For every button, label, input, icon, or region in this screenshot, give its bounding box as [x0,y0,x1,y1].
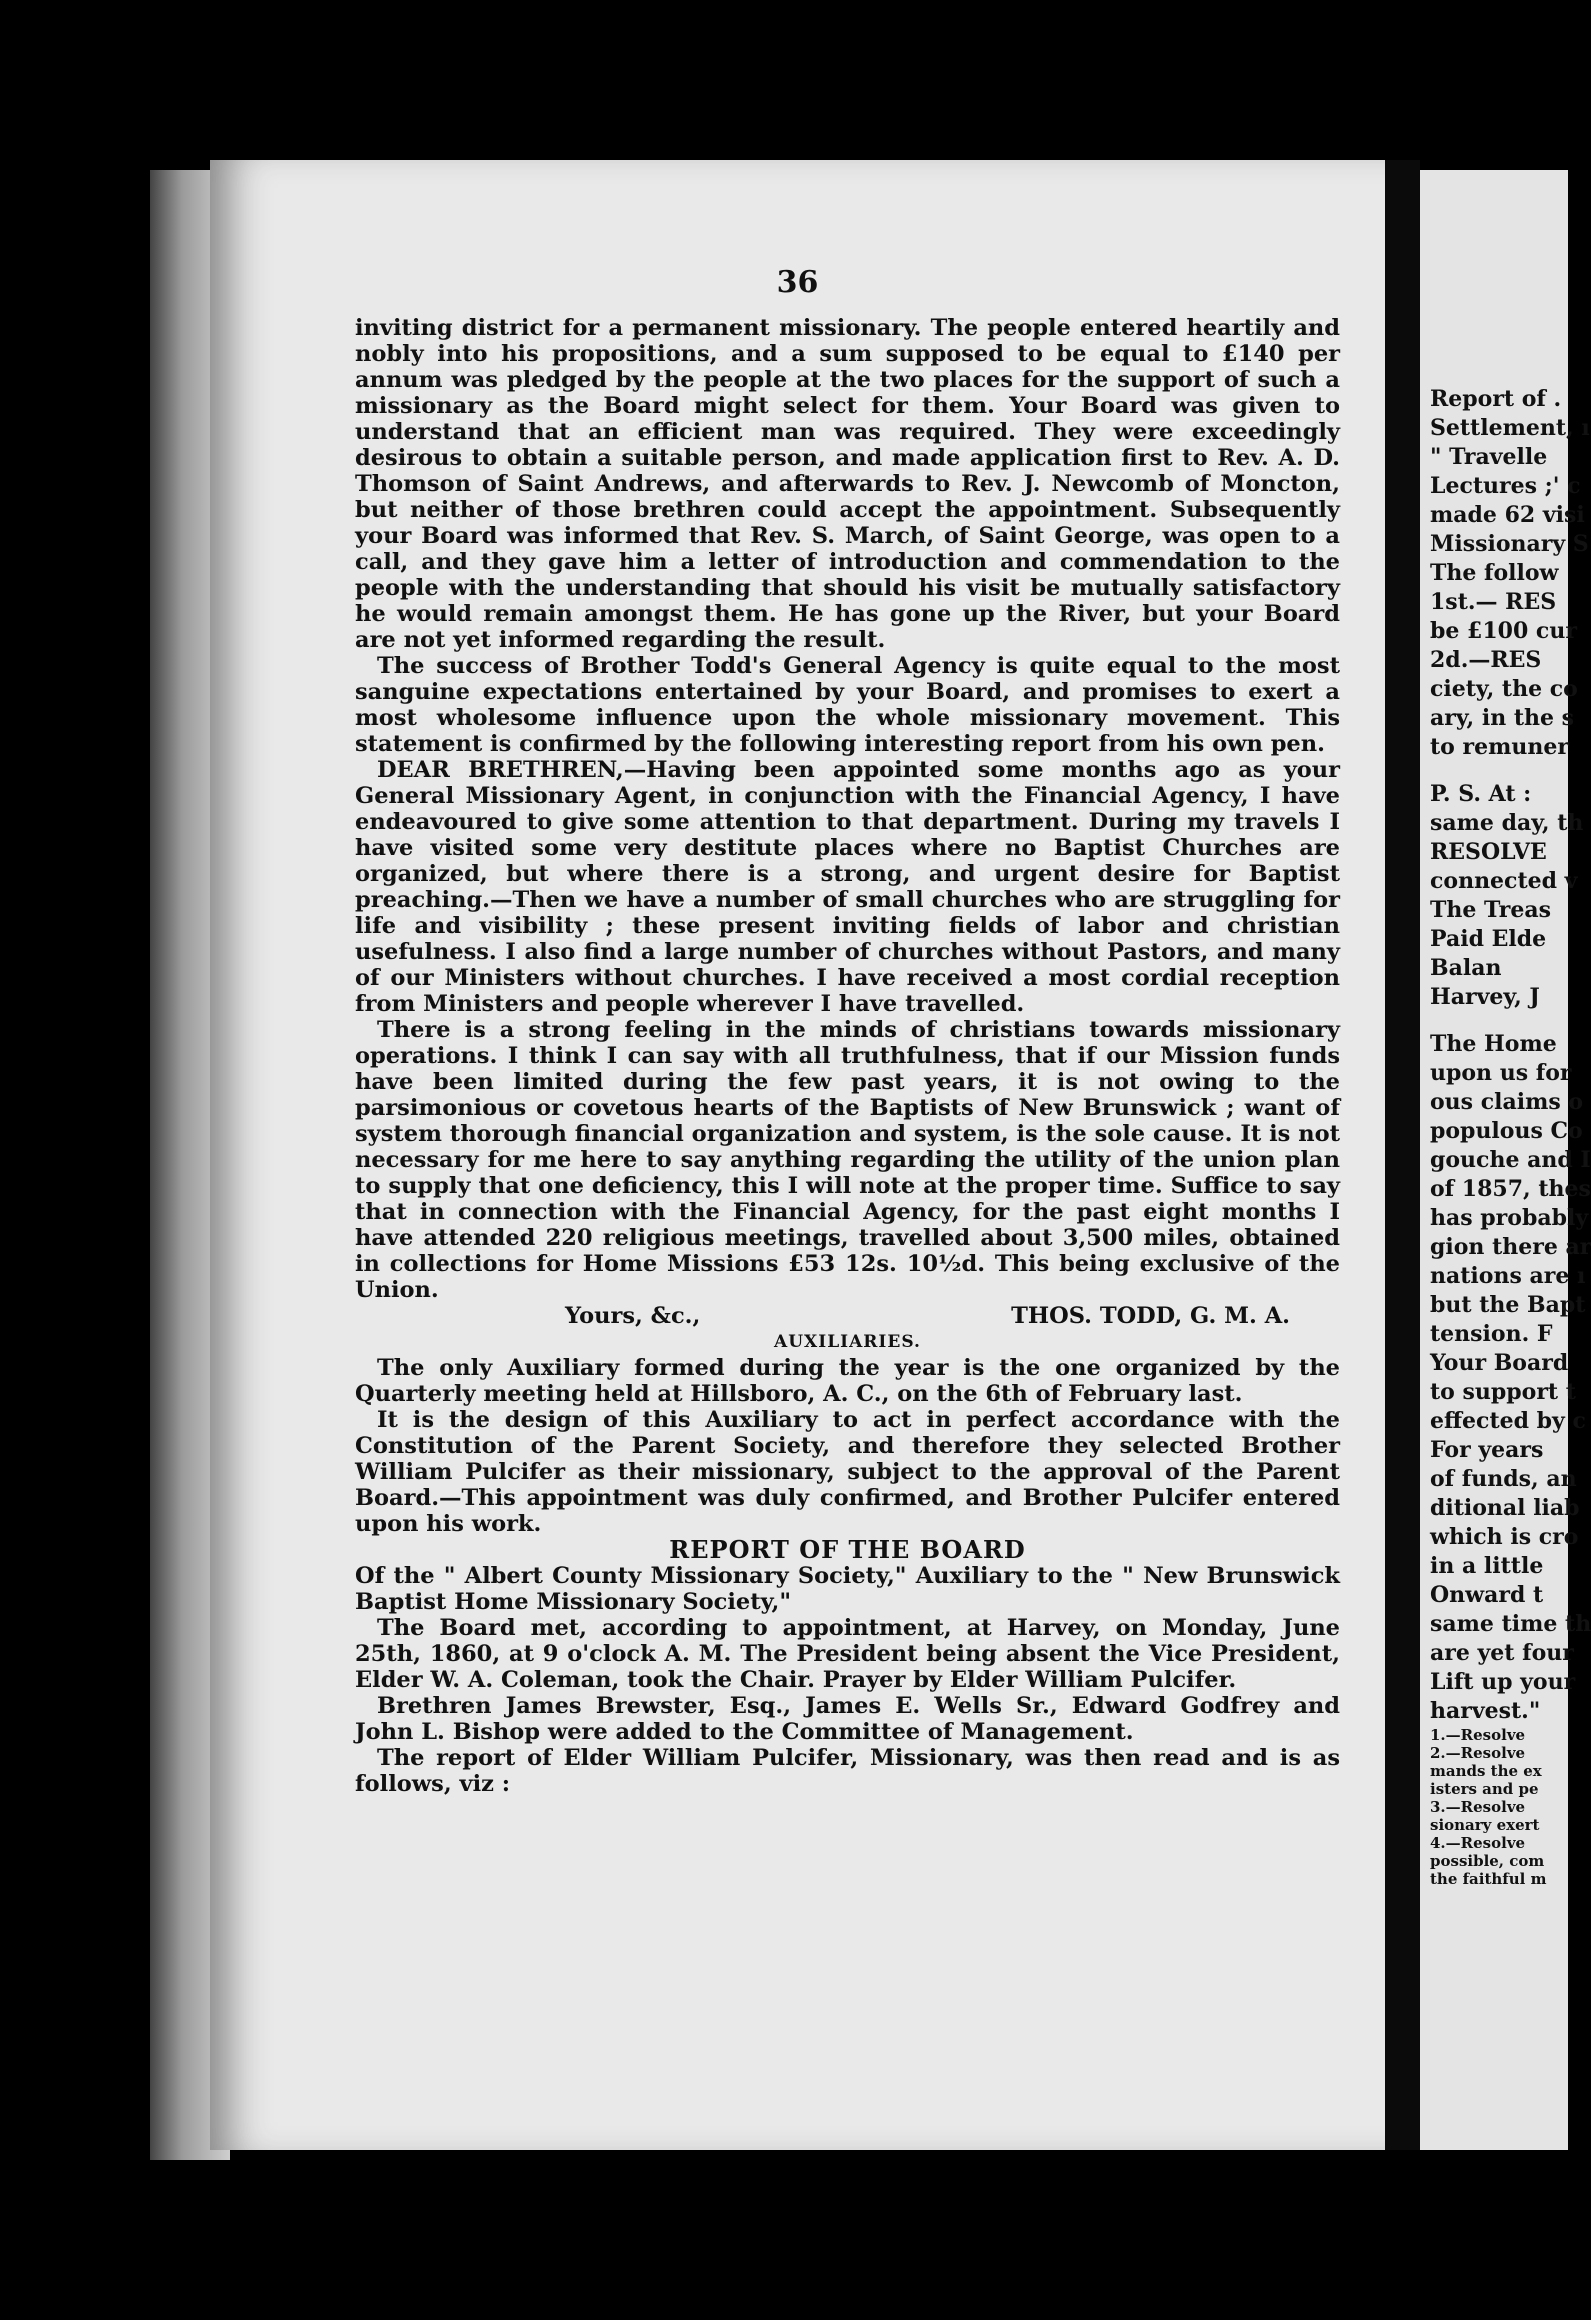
right-page-line: P. S. At : [1430,781,1532,807]
letter-paragraph: There is a strong feeling in the minds of christians towards missionary operations. I think I can say with all truthfulness, that if our Mission funds have been limited during the few past years, it is not owing to the parsimonious or covetous hearts of the Baptists of New Brunswick ; want of system thorough financial organization and system, is the sole cause. It is not necessary for me here to say anything regarding the utility of the union plan to supply that one deficiency, this I will note at the proper time. Suffice to say that in connection with the Financial Agency, for the past eight months I have attended 220 religious meetings, travelled about 3,500 miles, obtained in collections for Home Missions £53 12s. 10½d. This being exclusive of the Union. [355,1017,1340,1303]
right-page-line: Report of . [1430,386,1562,412]
right-page-line: gion there ar [1430,1234,1591,1260]
paragraph: The report of Elder William Pulcifer, Missionary, was then read and is as follows, viz : [355,1745,1340,1797]
right-page-line: be £100 cur [1430,618,1577,644]
report-heading: REPORT OF THE BOARD [669,1535,1026,1564]
right-page-line: tension. F [1430,1321,1553,1347]
right-page [1420,170,1591,2150]
page-body [355,315,1340,1797]
right-page-line: the faithful m [1430,1870,1547,1888]
right-page-line: but the Bapt [1430,1292,1586,1318]
right-page-line: For years [1430,1437,1544,1463]
right-page-line: 2.—Resolve [1430,1744,1526,1762]
right-page-line: populous Co [1430,1118,1583,1144]
left-page [210,160,1385,2150]
right-page-line: 3.—Resolve [1430,1798,1526,1816]
section-heading: AUXILIARIES. [774,1332,921,1352]
paragraph: The Board met, according to appointment, at Harvey, on Monday, June 25th, 1860, at 9 o'clock A. M. The President being absent the Vice President, Elder W. A. Coleman, took the Chair. Prayer by Elder William Pulcifer. [355,1615,1340,1693]
paragraph: inviting district for a permanent missionary. The people entered heartily and nobly into his propositions, and a sum supposed to be equal to £140 per annum was pledged by the people at the two places for the support of such a missionary as the Board might select for them. Your Board was given to understand that an efficient man was required. They were exceedingly desirous to obtain a suitable person, and made application first to Rev. A. D. Thomson of Saint Andrews, and afterwards to Rev. J. Newcomb of Moncton, but neither of those brethren could accept the appointment. Subsequently your Board was informed that Rev. S. March, of Saint George, was open to a call, and they gave him a letter of introduction and commendation to the people with the understanding that should his visit be mutually satisfactory he would remain amongst them. He has gone up the River, but your Board are not yet informed regarding the result. [355,315,1340,653]
right-page-line: Missionary S [1430,531,1589,557]
report-subtitle: Of the " Albert County Missionary Society," Auxiliary to the " New Brunswick Baptist Home Missionary Society," [355,1563,1340,1615]
paragraph: Brethren James Brewster, Esq., James E. Wells Sr., Edward Godfrey and John L. Bishop were added to the Committee of Management. [355,1693,1340,1745]
right-page-line: effected by c [1430,1408,1586,1434]
right-page-line: has probably [1430,1205,1589,1231]
right-page-line: isters and pe [1430,1780,1539,1798]
right-page-line: 1.—Resolve [1430,1726,1526,1744]
right-page-line: gouche and I [1430,1147,1591,1173]
right-page-line: The Treas [1430,897,1552,923]
letter-signoff [355,1303,1340,1329]
right-page-line: 1st.— RES [1430,589,1557,615]
right-page-line: Onward t [1430,1582,1544,1608]
right-page-line: in a little [1430,1553,1544,1579]
right-page-line: to remuner [1430,734,1569,760]
right-page-line: same day, th [1430,810,1584,836]
right-page-line: ary, in the s [1430,705,1575,731]
right-page-line: same time th [1430,1611,1591,1637]
right-page-line: ous claims o [1430,1089,1584,1115]
right-page-line: mands the ex [1430,1762,1542,1780]
right-page-line: made 62 visi [1430,502,1585,528]
right-page-line: Harvey, J [1430,984,1540,1010]
right-page-line: 4.—Resolve [1430,1834,1526,1852]
right-page-line: 2d.—RES [1430,647,1542,673]
right-page-line [1430,762,1570,780]
right-page-line: ditional liab [1430,1495,1580,1521]
right-page-line: The follow [1430,560,1559,586]
page-gutter [1385,160,1420,2150]
right-page-line: possible, com [1430,1852,1545,1870]
right-page-line: connected v [1430,868,1578,894]
right-page-line: Lectures ;' c [1430,473,1581,499]
right-page-line: which is cro [1430,1524,1579,1550]
right-page-text [1430,385,1591,1888]
right-page-line: Balan [1430,955,1502,981]
signature: THOS. TODD, G. M. A. [1011,1303,1290,1329]
right-page-line: Lift up your [1430,1669,1576,1695]
right-page-line: are yet four [1430,1640,1574,1666]
right-page-line: nations are ı [1430,1263,1586,1289]
right-page-line: harvest." [1430,1698,1541,1724]
right-page-line: ciety, the co [1430,676,1578,702]
right-page-line [1430,1012,1570,1030]
paragraph: The success of Brother Todd's General Agency is quite equal to the most sanguine expectations entertained by your Board, and promises to exert a most wholesome influence upon the whole missionary movement. This statement is confirmed by the following interesting report from his own pen. [355,653,1340,757]
right-page-line: sionary exert [1430,1816,1540,1834]
closing: Yours, &c., [565,1303,701,1329]
paragraph: It is the design of this Auxiliary to act in perfect accordance with the Constitution of the Parent Society, and therefore they selected Brother William Pulcifer as their missionary, subject to the approval of the Parent Board.—This appointment was duly confirmed, and Brother Pulcifer entered upon his work. [355,1407,1340,1537]
right-page-line: " Travelle [1430,444,1548,470]
page-number: 36 [776,265,819,300]
right-page-line: upon us for [1430,1060,1572,1086]
letter-paragraph: DEAR BRETHREN,—Having been appointed some months ago as your General Missionary Agent, in conjunction with the Financial Agency, I have endeavoured to give some attention to that department. During my travels I have visited some very destitute places where no Baptist Churches are organized, but where there is a strong, and urgent desire for Baptist preaching.—Then we have a number of small churches who are struggling for life and visibility ; these present inviting fields of labor and christian usefulness. I also find a large number of churches without Pastors, and many of our Ministers without churches. I have received a most cordial reception from Ministers and people wherever I have travelled. [355,757,1340,1017]
right-page-line: to support t [1430,1379,1576,1405]
right-page-line: The Home [1430,1031,1557,1057]
right-page-line: RESOLVE [1430,839,1547,865]
right-page-line: Your Board [1430,1350,1569,1376]
right-page-line: of funds, an [1430,1466,1577,1492]
paragraph: The only Auxiliary formed during the year is the one organized by the Quarterly meeting held at Hillsboro, A. C., on the 6th of February last. [355,1355,1340,1407]
right-page-line: Settlement, ı [1430,415,1590,441]
right-page-line: of 1857, thes [1430,1176,1591,1202]
right-page-line: Paid Elde [1430,926,1547,952]
